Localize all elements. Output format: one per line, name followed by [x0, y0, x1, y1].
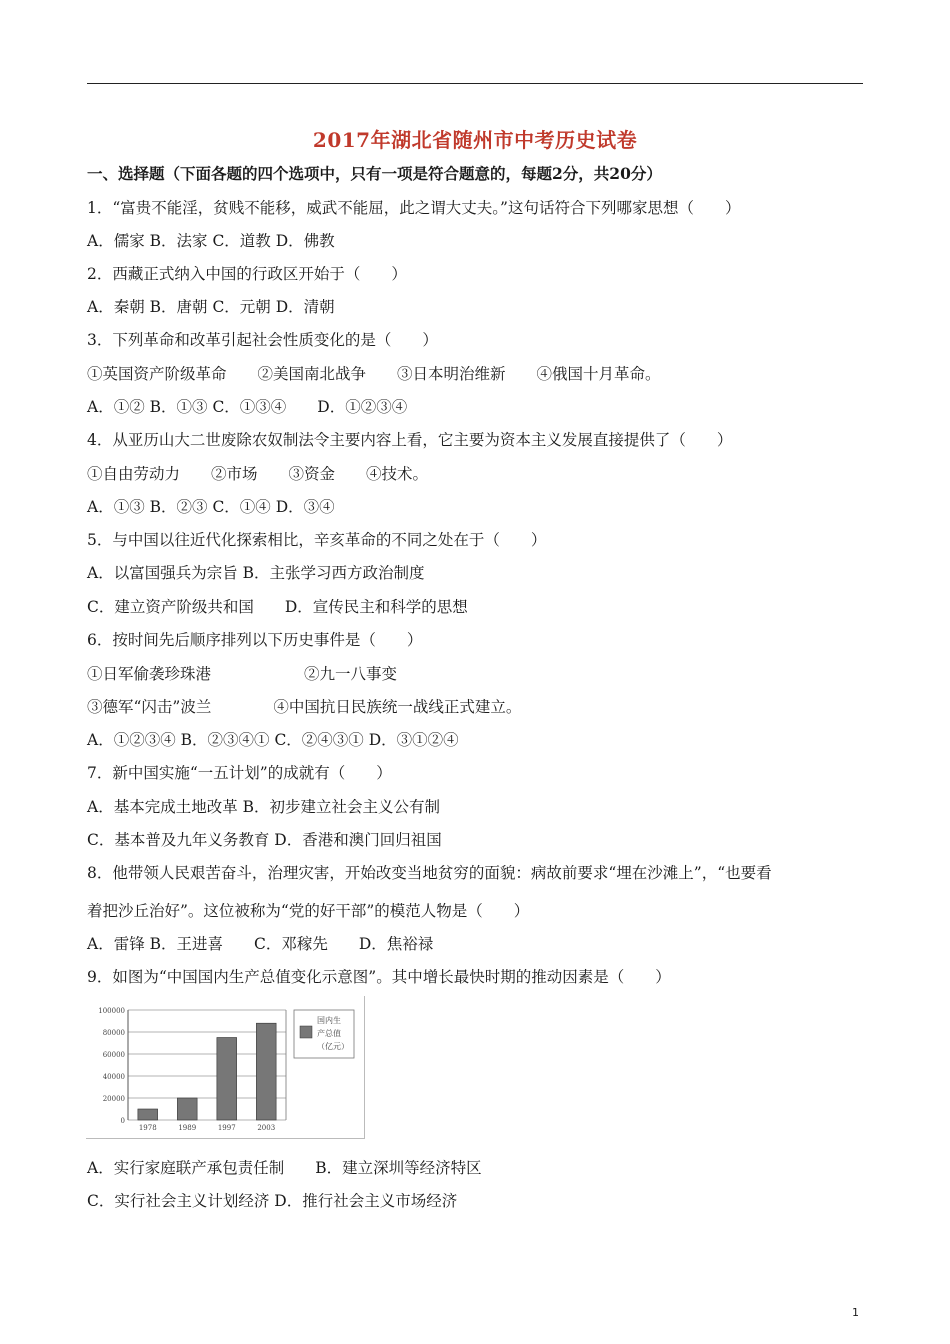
header-rule [87, 83, 863, 84]
question-8-line-1: 8．他带领人民艰苦奋斗，治理灾害，开始改变当地贫穷的面貌：病故前要求“埋在沙滩上”，“也要看 [87, 864, 772, 882]
bar [177, 1098, 197, 1120]
x-tick-label: 1997 [217, 1124, 236, 1132]
question-9: 9．如图为“中国国内生产总值变化示意图”。其中增长最快时期的推动因素是（ ） [87, 968, 671, 986]
legend-label: 产总值 [317, 1029, 341, 1038]
page-number: 1 [852, 1306, 859, 1319]
y-tick-label: 0 [120, 1117, 125, 1125]
question-6: 6．按时间先后顺序排列以下历史事件是（ ） [87, 631, 423, 649]
question-4: 4．从亚历山大二世废除农奴制法令主要内容上看，它主要为资本主义发展直接提供了（ ） [87, 431, 733, 449]
question-3: 3．下列革命和改革引起社会性质变化的是（ ） [87, 331, 438, 349]
question-1-options: A．儒家 B．法家 C．道教 D．佛教 [87, 232, 335, 250]
x-tick-label: 1989 [178, 1124, 197, 1132]
bar [256, 1023, 276, 1120]
x-tick-label: 2003 [257, 1124, 276, 1132]
question-3-items: ①英国资产阶级革命 ②美国南北战争 ③日本明治维新 ④俄国十月革命。 [87, 365, 661, 383]
page-title: 2017年湖北省随州市中考历史试卷 [312, 128, 638, 152]
question-6-options: A．①②③④ B．②③④① C．②④③① D．③①②④ [87, 731, 459, 749]
question-9-options-cd: C．实行社会主义计划经济 D．推行社会主义市场经济 [87, 1192, 458, 1210]
bar [138, 1109, 158, 1120]
legend-label: 国内生 [317, 1016, 341, 1025]
y-tick-label: 20000 [102, 1095, 125, 1103]
question-9-options-ab: A．实行家庭联产承包责任制 B．建立深圳等经济特区 [87, 1159, 482, 1177]
question-2-options: A．秦朝 B．唐朝 C．元朝 D．清朝 [87, 298, 335, 316]
question-8-line-2: 着把沙丘治好”。这位被称为“党的好干部”的模范人物是（ ） [87, 902, 530, 920]
question-6-items-2: ③德军“闪击”波兰 ④中国抗日民族统一战线正式建立。 [87, 698, 522, 716]
question-4-items: ①自由劳动力 ②市场 ③资金 ④技术。 [87, 465, 429, 483]
question-3-options: A．①② B．①③ C．①③④ D．①②③④ [87, 398, 408, 416]
y-tick-label: 60000 [102, 1051, 125, 1059]
section-heading: 一、选择题（下面各题的四个选项中，只有一项是符合题意的，每题2分，共20分） [87, 164, 662, 183]
question-8-options: A．雷锋 B．王进喜 C．邓稼先 D．焦裕禄 [87, 935, 434, 953]
question-5-options-cd: C．建立资产阶级共和国 D．宣传民主和科学的思想 [87, 598, 468, 616]
legend-label: （亿元） [317, 1042, 349, 1051]
question-5-options-ab: A．以富国强兵为宗旨 B．主张学习西方政治制度 [87, 564, 425, 582]
question-1: 1．“富贵不能淫，贫贱不能移，威武不能屈，此之谓大丈夫。”这句话符合下列哪家思想（ ） [87, 199, 741, 217]
legend-swatch [300, 1026, 312, 1038]
gdp-chart [86, 996, 365, 1139]
question-2: 2．西藏正式纳入中国的行政区开始于（ ） [87, 265, 407, 283]
y-tick-label: 40000 [102, 1073, 125, 1081]
question-7: 7．新中国实施“一五计划”的成就有（ ） [87, 764, 392, 782]
gdp-chart-svg [86, 996, 364, 1138]
bar [217, 1038, 237, 1121]
question-7-options-ab: A．基本完成土地改革 B．初步建立社会主义公有制 [87, 798, 441, 816]
question-5: 5．与中国以往近代化探索相比，辛亥革命的不同之处在于（ ） [87, 531, 547, 549]
question-6-items-1: ①日军偷袭珍珠港 ②九一八事变 [87, 665, 398, 683]
y-tick-label: 100000 [98, 1007, 125, 1015]
question-4-options: A．①③ B．②③ C．①④ D．③④ [87, 498, 335, 516]
question-7-options-cd: C．基本普及九年义务教育 D．香港和澳门回归祖国 [87, 831, 442, 849]
y-tick-label: 80000 [102, 1029, 125, 1037]
x-tick-label: 1978 [138, 1124, 157, 1132]
